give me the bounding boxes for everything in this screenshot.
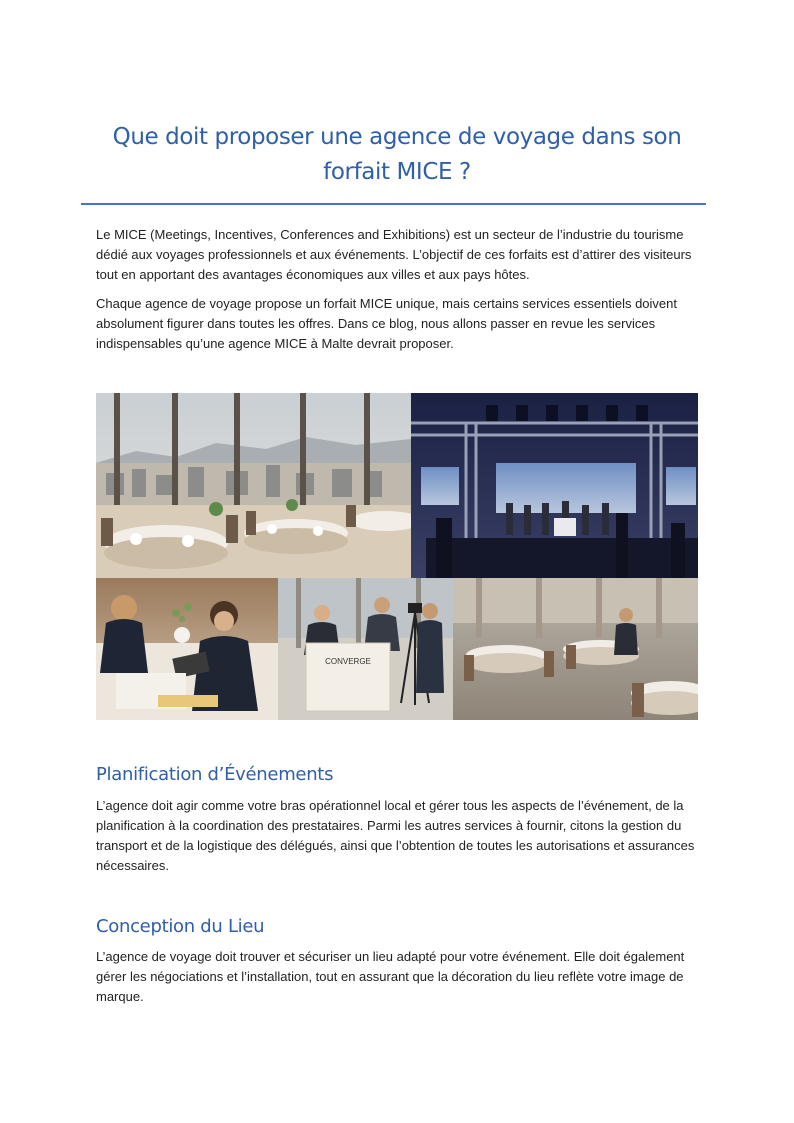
- registration-desk-photo: [278, 578, 453, 720]
- intro-paragraph-2: Chaque agence de voyage propose un forfait MICE unique, mais certains services essentiels doivent absolument figurer dans toutes les offres. Dans ce blog, nous allons passer en revue les services indispensables qu’une agence MICE à Malte devrait proposer.: [96, 296, 677, 351]
- section-text-venue-design: L’agence de voyage doit trouver et sécuriser un lieu adapté pour votre événement. Elle doit également gérer les négociations et l’installation, tout en assurant que la décoration du lieu reflète votre image de marque.: [96, 949, 685, 1004]
- meeting-planners-photo: [96, 578, 278, 720]
- intro-paragraph-1: Le MICE (Meetings, Incentives, Conferences and Exhibitions) est un secteur de l’industrie du tourisme dédié aux voyages professionnels et aux événements. L’objectif de ces forfaits est d’attirer des visiteurs tout en apportant des avantages économiques aux villes et aux pays hôtes.: [96, 227, 692, 282]
- banquet-hall-photo: [453, 578, 698, 720]
- page-title: Que doit proposer une agence de voyage dans son forfait MICE ?: [112, 124, 682, 185]
- section-heading-event-planning: Planification d’Événements: [96, 764, 334, 785]
- collage-illustration: [96, 393, 698, 720]
- restaurant-city-view-photo: [96, 393, 422, 578]
- mice-event-photo-collage: [96, 393, 698, 720]
- title-divider: [81, 203, 706, 205]
- conference-stage-photo: [411, 393, 698, 578]
- section-text-event-planning: L’agence doit agir comme votre bras opérationnel local et gérer tous les aspects de l’événement, de la planification à la coordination des prestataires. Parmi les autres services à fournir, citons la gestion du transport et de la logistique des délégués, ainsi que l’obtention de toutes les autorisations et assurances nécessaires.: [96, 798, 695, 873]
- section-heading-venue-design: Conception du Lieu: [96, 916, 265, 937]
- podium-label: CONVERGE: [325, 657, 371, 666]
- title-block: [96, 120, 698, 190]
